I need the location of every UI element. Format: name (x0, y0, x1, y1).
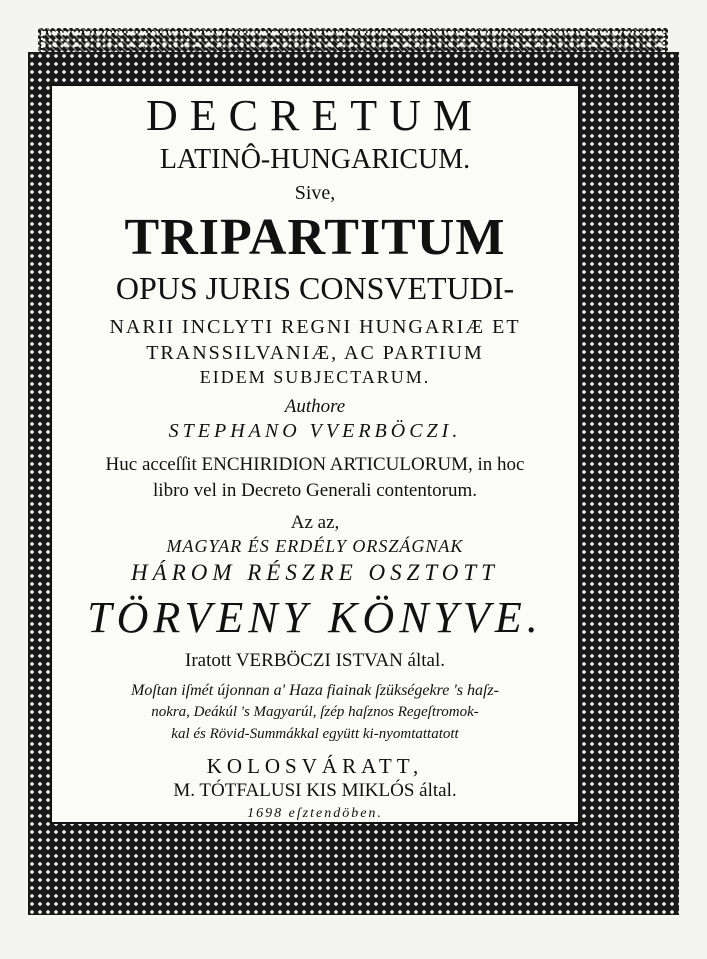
edition-note-line-3: kal és Rövid-Summákkal együtt ki-nyomtattatott (171, 726, 459, 742)
title-tripartitum: TRIPARTITUM (124, 209, 506, 266)
subtitle-opus-juris: OPUS JURIS CONSVETUDI- (115, 270, 515, 306)
edition-note-line-2: nokra, Deákúl 's Magyarúl, ſzép haſznos Regeſtromok- (151, 704, 479, 720)
enchiridion-line-2: libro vel in Decreto Generali contentorum. (153, 480, 477, 501)
hungarian-title-line-1: MAGYAR ÉS ERDÉLY ORSZÁGNAK (166, 536, 464, 556)
subtitle-line-transsilvaniae: TRANSSILVANIÆ, AC PARTIUM (146, 342, 484, 364)
author-name: STEPHANO VVERBÖCZI. (168, 420, 462, 442)
word-authore: Authore (284, 396, 346, 417)
hungarian-title-line-2: HÁROM RÉSZRE OSZTOTT (131, 560, 499, 585)
edition-note-line-1: Moſtan iſmét újonnan a' Haza fiainak ſzükségekre 's haſz- (131, 682, 499, 699)
subtitle-line-eidem: EIDEM SUBJECTARUM. (199, 367, 431, 387)
imprint-place: KOLOSVÁRATT, (206, 754, 424, 778)
title-page (50, 84, 580, 824)
title-decretum: DECRETUM (146, 91, 484, 140)
imprint-printer: M. TÓTFALUSI KIS MIKLÓS által. (173, 780, 457, 801)
title-latino-hungaricum: LATINÔ-HUNGARICUM. (159, 144, 471, 175)
hungarian-main-title: TÖRVENY KÖNYVE. (87, 593, 543, 642)
subtitle-line-narii: NARII INCLYTI REGNI HUNGARIÆ ET (109, 316, 521, 338)
enchiridion-line-1: Huc acceſſit ENCHIRIDION ARTICULORUM, in hoc (105, 454, 525, 475)
phrase-az-az: Az az, (290, 512, 340, 533)
word-sive: Sive, (294, 182, 336, 204)
imprint-year: 1698 eſztendöben. (247, 806, 383, 821)
iratott-line: Iratott VERBÖCZI ISTVAN által. (185, 650, 445, 671)
